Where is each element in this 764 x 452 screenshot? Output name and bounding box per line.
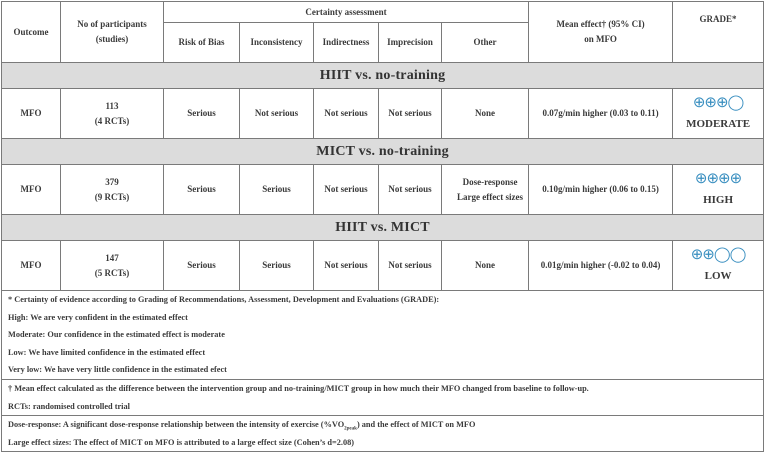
grade-circle-plus-icon: ⊕⊕⊕◯ — [692, 94, 744, 111]
footnote-rcts: RCTs: randomised controlled trial — [8, 401, 130, 411]
participants-count: 147 — [105, 252, 119, 263]
header-mean-effect-line2: on MFO — [584, 34, 617, 44]
cell-mean-effect: 0.01g/min higher (-0.02 to 0.04) — [529, 241, 673, 291]
cell-inconsistency: Not serious — [240, 89, 314, 139]
cell-indirectness: Not serious — [314, 165, 379, 215]
cell-grade — [673, 165, 764, 215]
cell-mean-effect: 0.07g/min higher (0.03 to 0.11) — [529, 89, 673, 139]
dose-response-suffix: ) and the effect of MICT on MFO — [356, 420, 476, 430]
cell-imprecision: Not serious — [379, 165, 442, 215]
cell-outcome: MFO — [2, 89, 61, 139]
studies-count: (4 RCTs) — [94, 115, 130, 126]
grade-label: HIGH — [703, 193, 734, 206]
cell-participants — [61, 241, 164, 291]
footnote-other-factors — [2, 416, 764, 452]
studies-count: (5 RCTs) — [94, 267, 130, 278]
cell-other — [442, 241, 529, 291]
grade-circle-plus-icon: ⊕⊕◯◯ — [690, 246, 746, 263]
grade-label: MODERATE — [686, 117, 751, 130]
header-grade: GRADE* — [673, 2, 764, 63]
header-certainty-assessment: Certainty assessment — [164, 2, 529, 23]
cell-grade — [673, 89, 764, 139]
cell-risk-of-bias: Serious — [164, 241, 240, 291]
cell-indirectness: Not serious — [314, 241, 379, 291]
cell-participants — [61, 165, 164, 215]
cell-other — [442, 165, 529, 215]
studies-count: (9 RCTs) — [94, 191, 130, 202]
other-line2: Large effect sizes — [457, 191, 524, 202]
other-line1: None — [475, 108, 496, 118]
footnote-very-low: Very low: We have very little confidence in the estimated efect — [8, 365, 227, 375]
header-inconsistency: Inconsistency — [240, 23, 314, 63]
header-imprecision: Imprecision — [379, 23, 442, 63]
header-participants-line2: (studies) — [95, 34, 129, 44]
cell-imprecision: Not serious — [379, 89, 442, 139]
cell-imprecision: Not serious — [379, 241, 442, 291]
footnote-high: High: We are very confident in the estimated effect — [8, 312, 188, 322]
header-other: Other — [442, 23, 529, 63]
header-indirectness: Indirectness — [314, 23, 379, 63]
header-risk-of-bias: Risk of Bias — [164, 23, 240, 63]
participants-count: 113 — [105, 100, 119, 111]
grade-evidence-table — [1, 1, 764, 452]
footnote-low: Low: We have limited confidence in the estimated effect — [8, 347, 206, 357]
table-row — [2, 165, 764, 215]
footnote-dose-response — [8, 416, 763, 434]
footnote-grade-intro: * Certainty of evidence according to Grading of Recommendations, Assessment, Development and Evaluations (GRADE): — [8, 295, 440, 304]
participants-count: 379 — [105, 176, 119, 187]
header-mean-effect-line1: Mean effect† (95% CI) — [556, 19, 645, 29]
cell-outcome: MFO — [2, 241, 61, 291]
cell-risk-of-bias: Serious — [164, 89, 240, 139]
grade-circle-plus-icon: ⊕⊕⊕⊕ — [694, 170, 742, 187]
cell-grade — [673, 241, 764, 291]
header-outcome: Outcome — [2, 2, 61, 63]
cell-inconsistency: Serious — [240, 165, 314, 215]
header-participants-line1: No of participants — [77, 19, 147, 29]
cell-indirectness: Not serious — [314, 89, 379, 139]
other-line1: Dose-response — [462, 176, 518, 187]
cell-participants — [61, 89, 164, 139]
cell-risk-of-bias: Serious — [164, 165, 240, 215]
header-participants — [61, 2, 164, 63]
cell-inconsistency: Serious — [240, 241, 314, 291]
cell-other — [442, 89, 529, 139]
section-title-hiit-vs-no-training: HIIT vs. no-training — [2, 63, 764, 89]
grade-label: LOW — [704, 269, 732, 282]
dose-response-prefix: Dose-response: A significant dose-response relationship between the intensity of exercise (%VO — [8, 420, 345, 430]
cell-mean-effect: 0.10g/min higher (0.06 to 0.15) — [529, 165, 673, 215]
footnote-mean-effect — [2, 379, 764, 415]
cell-outcome: MFO — [2, 165, 61, 215]
footnote-moderate: Moderate: Our confidence in the estimated effect is moderate — [8, 330, 225, 340]
footnote-mean-effect-definition: † Mean effect calculated as the difference between the intervention group and no-training/MICT group in how much their MFO changed from baseline to follow-up. — [8, 383, 589, 393]
section-title-hiit-vs-mict: HIIT vs. MICT — [2, 215, 764, 241]
section-title-mict-vs-no-training: MICT vs. no-training — [2, 139, 764, 165]
footnote-grade-definitions — [2, 291, 764, 380]
dose-response-sub: 2peak — [344, 426, 357, 432]
other-line1: None — [475, 260, 496, 270]
table-row — [2, 89, 764, 139]
footnote-large-effect: Large effect sizes: The effect of MICT on MFO is attributed to a large effect size (Cohen’s d=2.08) — [8, 437, 355, 447]
header-mean-effect — [529, 2, 673, 63]
table-row — [2, 241, 764, 291]
